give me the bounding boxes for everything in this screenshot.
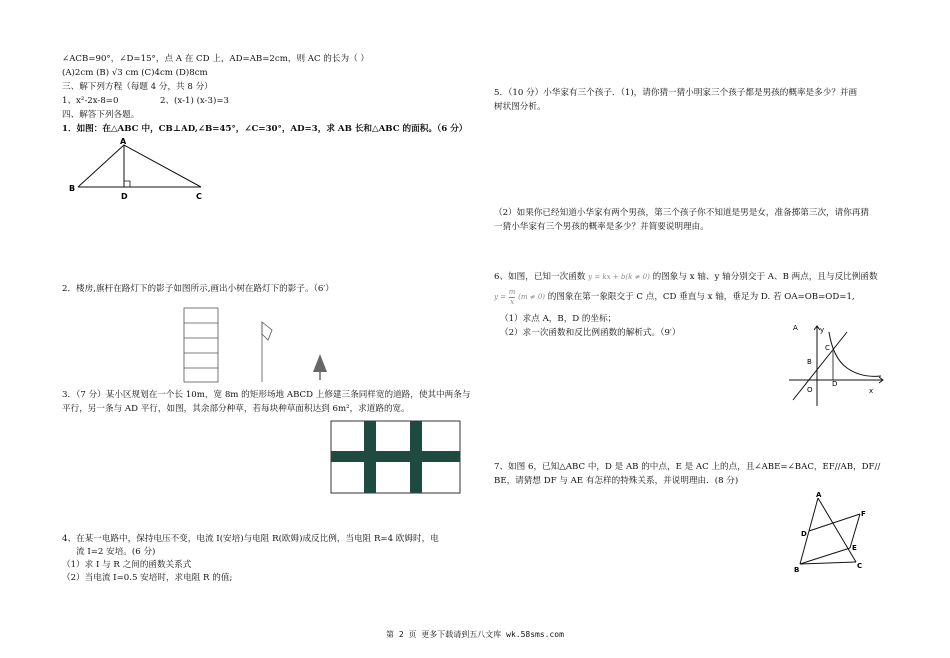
- question-6-line-1: [494, 272, 878, 283]
- label-d: D: [832, 380, 838, 388]
- question-6-line-2-text: 的图象在第一象限交于 C 点，CD 垂直与 x 轴，垂足为 D. 若 OA=OB=OD=1,: [547, 292, 855, 302]
- question-6-part-1: （1）求点 A，B，D 的坐标；: [500, 314, 617, 324]
- label-b: B: [794, 566, 800, 574]
- question-4-line-1: 4、在某一电路中，保持电压不变，电流 I(安培)与电阻 R(欧姆)成反比例，当电阻 R=4 欧姆时，电: [62, 534, 439, 544]
- question-6-suffix: 的图象与 x 轴、y 轴分别交于 A、B 两点，且与反比例函数: [652, 272, 878, 282]
- section-heading: 三、解下列方程（每题 4 分，共 8 分）: [62, 82, 213, 92]
- label-a: A: [816, 491, 822, 499]
- question-4-part-1: （1）求 I 与 R 之间的函数关系式: [62, 560, 192, 570]
- inverse-formula-numerator: m: [508, 288, 516, 296]
- page-footer: 第 2 页 更多下载请到五八文库 wk.58sms.com: [386, 630, 564, 639]
- answer-options: (A)2cm (B) √3 cm (C)4cm (D)8cm: [62, 68, 208, 78]
- question-5-part-2-line-1: （2）如果你已经知道小华家有两个男孩，第三个孩子你不知道是男是女，准备掷第三次，请你再猜: [494, 208, 870, 218]
- equation-1: 1、x²-2x-8=0: [62, 96, 119, 106]
- section-heading: 四、解答下列各题。: [62, 110, 140, 120]
- label-a: A: [120, 137, 127, 146]
- label-b: B: [807, 358, 812, 366]
- inverse-formula-condition: (m ≠ 0): [518, 293, 546, 301]
- label-b: B: [69, 184, 76, 193]
- question-6-line-2: [494, 288, 855, 312]
- question-3-line-2: 平行，另一条与 AD 平行，如图，其余部分种草，若每块种草面积达到 6m²，求道路的宽。: [62, 404, 410, 414]
- equation-2: 2、(x-1) (x-3)=3: [160, 96, 230, 106]
- question-1: 1．如图：在△ABC 中，CB⊥AD,∠B=45°，∠C=30°，AD=3，求 AB 长和△ABC 的面积。（6 分）: [62, 124, 468, 134]
- label-c: C: [857, 562, 863, 570]
- label-y: y: [820, 326, 825, 334]
- inverse-formula-lhs: y =: [494, 293, 507, 301]
- question-4-line-2: 流 I=2 安培。(6 分): [76, 547, 156, 557]
- label-d: D: [801, 530, 807, 538]
- triangle-df-figure: [792, 490, 874, 574]
- question-5-line-2: 树状图分析。: [494, 102, 546, 112]
- inverse-formula-denominator: x: [510, 298, 515, 306]
- road-field-figure: [330, 420, 462, 494]
- label-c: C: [825, 344, 830, 352]
- inverse-formula-fraction: [509, 288, 516, 307]
- label-x: x: [869, 387, 874, 395]
- function-graph-figure: [785, 318, 890, 408]
- label-o: O: [807, 386, 813, 394]
- question-3-line-1: 3．（7 分）某小区规划在一个长 10m，宽 8m 的矩形场地 ABCD 上修建三条同样宽的道路，使其中两条与: [62, 390, 471, 400]
- label-f: F: [861, 510, 866, 518]
- question-6-part-2: （2）求一次函数和反比例函数的解析式。（9′）: [500, 328, 681, 338]
- triangle-figure: [66, 137, 216, 203]
- question-6-prefix: 6、如图，已知一次函数: [494, 272, 586, 282]
- label-e: E: [852, 544, 857, 552]
- question-7-line-2: BE，请猜想 DF 与 AE 有怎样的特殊关系，并说明理由．(8 分): [494, 476, 739, 486]
- linear-formula: y = kx + b(k ≠ 0): [588, 273, 650, 281]
- shadow-figure: [180, 302, 340, 388]
- question-2: 2．楼房,旗杆在路灯下的影子如图所示,画出小树在路灯下的影子。（6′）: [62, 284, 334, 294]
- question-text: ∠ACB=90°，∠D=15°，点 A 在 CD 上，AD=AB=2cm，则 AC 的长为（ ）: [62, 54, 369, 64]
- label-d: D: [121, 192, 128, 201]
- question-7-line-1: 7、如图 6，已知△ABC 中，D 是 AB 的中点，E 是 AC 上的点，且∠ABE=∠BAC，EF//AB，DF//: [494, 462, 881, 472]
- label-c: C: [196, 192, 202, 201]
- question-5-part-2-line-2: 一猜小华家有三个男孩的概率是多少？并简要说明理由。: [494, 222, 709, 232]
- label-a: A: [793, 324, 798, 332]
- question-5-line-1: 5．（10 分）小华家有三个孩子．（1)，请你猜一猜小明家三个孩子都是男孩的概率是多少？并画: [494, 88, 858, 98]
- question-4-part-2: （2）当电流 I=0.5 安培时，求电阻 R 的值;: [62, 573, 233, 583]
